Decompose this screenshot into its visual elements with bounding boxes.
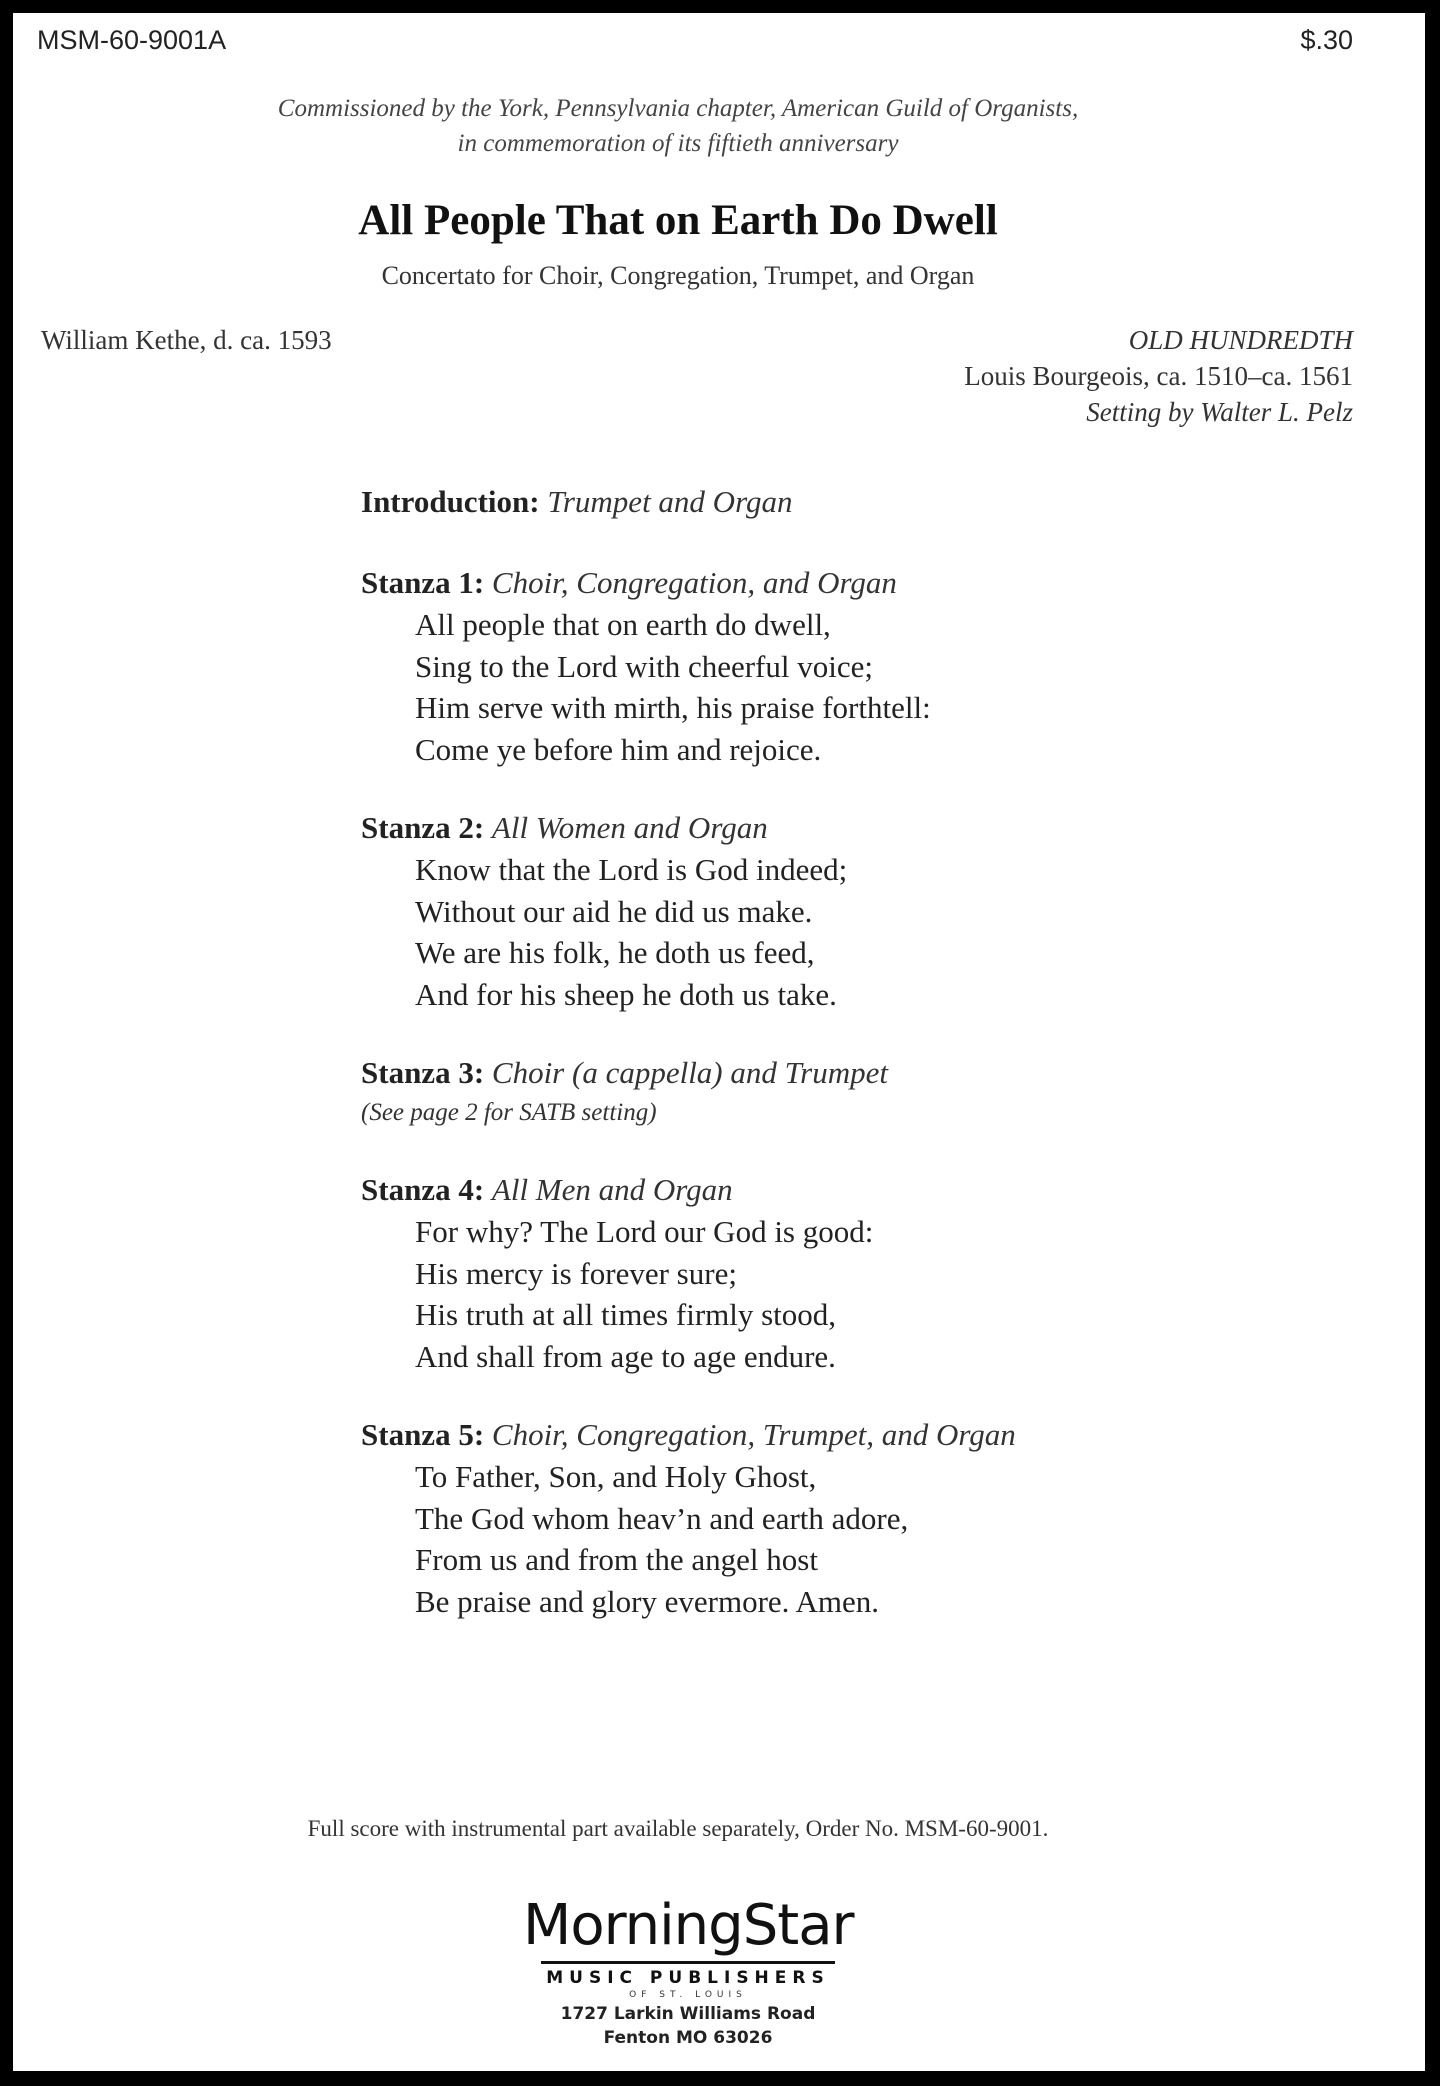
section-introduction <box>361 481 1261 523</box>
section-voices: All Men and Organ <box>491 1172 733 1207</box>
commission-line-1: Commissioned by the York, Pennsylvania chapter, American Guild of Organists, <box>277 95 1079 122</box>
section-voices: Choir (a cappella) and Trumpet <box>491 1055 888 1090</box>
composer: Louis Bourgeois, ca. 1510–ca. 1561 <box>964 361 1353 391</box>
section-label: Stanza 3: <box>361 1055 485 1090</box>
logo-city: OF ST. LOUIS <box>629 1990 747 2000</box>
text-author: William Kethe, d. ca. 1593 <box>41 325 332 355</box>
lyric-line: For why? The Lord our God is good: <box>415 1214 874 1249</box>
section-heading <box>361 1052 1261 1094</box>
section-heading <box>361 1414 1261 1456</box>
section-heading <box>361 807 1261 849</box>
section-voices: All Women and Organ <box>491 810 768 845</box>
section-stanza-1 <box>361 562 1261 770</box>
lyric-line: And shall from age to age endure. <box>415 1338 836 1374</box>
logo-wordmark: MorningStar <box>523 1893 854 1958</box>
section-label: Stanza 1: <box>361 565 485 600</box>
section-label: Stanza 4: <box>361 1172 485 1207</box>
lyric-line: All people that on earth do dwell, <box>415 607 831 642</box>
section-stanza-4 <box>361 1169 1261 1377</box>
section-heading <box>361 562 1261 604</box>
logo-subtitle: MUSIC PUBLISHERS <box>546 1968 830 1988</box>
lyric-line: Come ye before him and rejoice. <box>415 731 822 767</box>
address-street: 1727 Larkin Williams Road <box>560 2004 816 2024</box>
page-title: All People That on Earth Do Dwell <box>358 197 998 244</box>
arranger: Setting by Walter L. Pelz <box>1086 397 1353 427</box>
section-note: (See page 2 for SATB setting) <box>361 1099 657 1126</box>
lyric-line: And for his sheep he doth us take. <box>415 976 837 1012</box>
section-voices: Choir, Congregation, Trumpet, and Organ <box>491 1417 1016 1452</box>
subtitle: Concertato for Choir, Congregation, Trumpet, and Organ <box>381 261 975 290</box>
lyric-line: Know that the Lord is God indeed; <box>415 852 848 887</box>
price: $.30 <box>1300 25 1353 55</box>
lyric-line: Without our aid he did us make. <box>415 893 813 929</box>
section-stanza-2 <box>361 807 1261 1015</box>
publisher-logo <box>523 1893 853 2050</box>
lyric-line: Be praise and glory evermore. Amen. <box>415 1583 879 1619</box>
lyric-line: His truth at all times firmly stood, <box>415 1297 837 1332</box>
order-note: Full score with instrumental part available separately, Order No. MSM-60-9001. <box>307 1816 1049 1841</box>
section-stanza-3 <box>361 1052 1261 1132</box>
lyric-line: His mercy is forever sure; <box>415 1255 737 1291</box>
document-page <box>13 13 1425 2071</box>
lyric-line: We are his folk, he doth us feed, <box>415 935 815 970</box>
section-voices: Choir, Congregation, and Organ <box>491 565 897 600</box>
lyric-line: To Father, Son, and Holy Ghost, <box>415 1459 817 1494</box>
address-city: Fenton MO 63026 <box>603 2028 773 2048</box>
section-label: Introduction: <box>361 484 540 519</box>
commission-line-2: in commemoration of its fiftieth anniversary <box>457 130 899 157</box>
lyric-line: Sing to the Lord with cheerful voice; <box>415 648 873 684</box>
lyric-line: The God whom heav’n and earth adore, <box>415 1500 909 1536</box>
section-voices: Trumpet and Organ <box>547 484 793 519</box>
stanza-list <box>361 481 1261 1659</box>
logo-rule <box>541 1961 835 1964</box>
section-label: Stanza 2: <box>361 810 485 845</box>
catalog-code: MSM-60-9001A <box>37 25 227 55</box>
section-heading <box>361 1169 1261 1211</box>
section-stanza-5 <box>361 1414 1261 1622</box>
section-heading <box>361 481 1261 523</box>
lyric-line: From us and from the angel host <box>415 1542 818 1577</box>
section-label: Stanza 5: <box>361 1417 485 1452</box>
tune-name: OLD HUNDREDTH <box>1128 325 1353 355</box>
lyric-line: Him serve with mirth, his praise forthtell: <box>415 690 931 725</box>
